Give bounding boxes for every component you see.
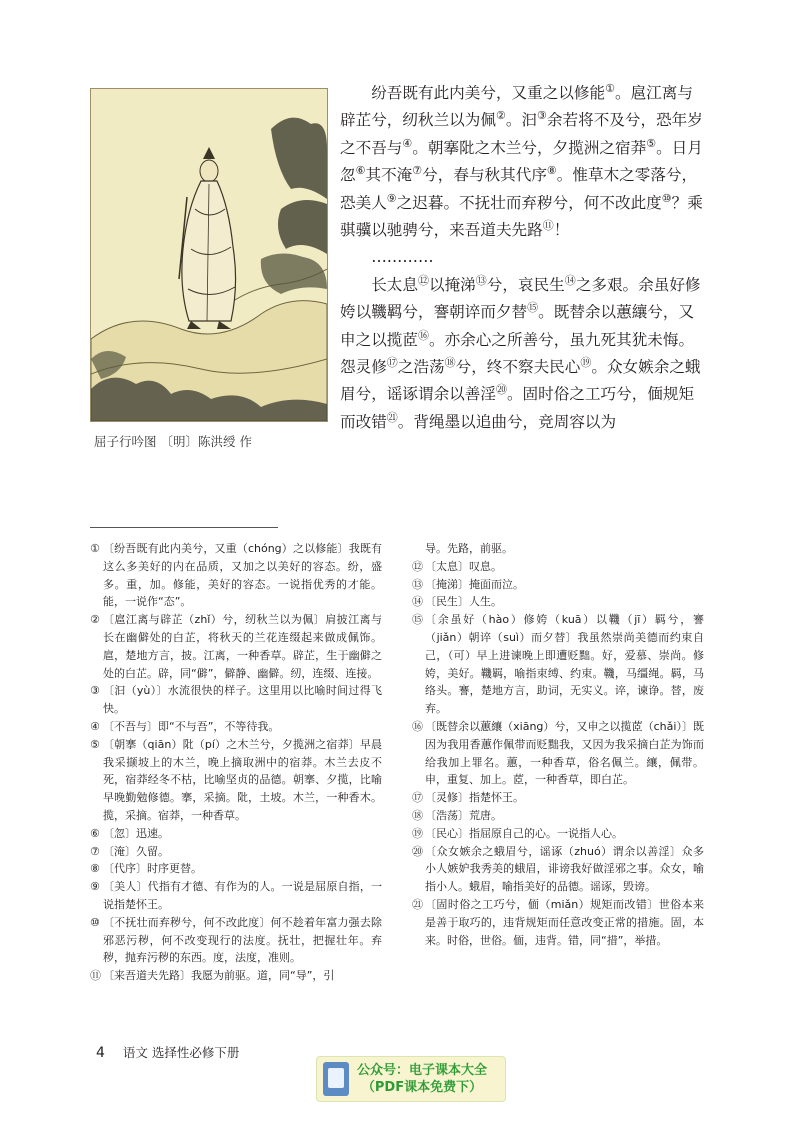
footnotes-right-column (412, 540, 704, 949)
poem-text-segment: 。众女嫉余之蛾眉兮，谣诼谓余以善淫 (340, 358, 701, 404)
footnote-item (90, 914, 382, 967)
poem-text-segment: 。朝搴阰之木兰兮，夕揽洲之宿莽 (412, 138, 647, 157)
footnote-text: 〔朝搴（qiān）阰（pí）之木兰兮，夕揽洲之宿莽〕早晨我采撷坡上的木兰，晚上摘取洲中的宿莽。木兰去皮不死，宿莽经冬不枯，比喻坚贞的品德。朝搴、夕揽，比喻早晚勤勉修德。搴，采摘。阰，土坡。木兰，一种香木。揽，采摘。宿莽，一种香草。 (103, 737, 382, 822)
footnote-marker: ⑧ (546, 164, 557, 178)
footnote-number: ㉑ (412, 897, 423, 911)
footnote-item (412, 576, 704, 594)
footnote-text: 〔忽〕迅速。 (103, 826, 169, 840)
footnote-text: 〔不吾与〕即“不与吾”，不等待我。 (103, 719, 280, 733)
footnote-number: ⑤ (90, 737, 100, 751)
footnote-text: 〔浩荡〕荒唐。 (425, 808, 502, 822)
footnote-marker: ③ (537, 109, 547, 123)
watermark-line-1: 公众号：电子课本大全 (357, 1063, 488, 1078)
poem-text-segment: 兮，哀民生 (486, 275, 565, 294)
footnote-text: 〔灵修〕指楚怀王。 (425, 791, 524, 805)
poem-text-segment: 。亦余心之所善兮，虽九死其犹未悔。怨灵修 (340, 330, 695, 377)
footnote-item (90, 825, 382, 843)
poem-text-segment: 。扈江离与辟芷兮，纫秋兰以为佩 (340, 84, 693, 130)
footnote-marker: ⑯ (417, 328, 429, 342)
footnote-item (412, 896, 704, 949)
footnote-number: ⑭ (412, 595, 423, 609)
footnote-text: 〔民生〕人生。 (425, 595, 502, 609)
footnote-item (90, 860, 382, 878)
footnote-number: ⑦ (90, 844, 100, 858)
illustration-drawing (91, 89, 327, 421)
footnote-divider (90, 527, 278, 528)
poem-text-segment: 。汩 (505, 111, 538, 130)
footnote-item (90, 843, 382, 861)
footnote-number: ⑧ (90, 862, 100, 876)
footnote-marker: ㉑ (386, 410, 398, 424)
footnote-number: ③ (90, 684, 100, 698)
footnote-text: 〔扈江离与辟芷（zhǐ）兮，纫秋兰以为佩〕肩披江离与长在幽僻处的白芷，将秋天的兰花连缀起来做成佩饰。扈，楚地方言，披。江离，一种香草。辟芷，生于幽僻之处的白芷。辟，同“僻”，僻静、幽僻。纫，连缀、连接。 (103, 613, 382, 680)
footnote-marker: ⑰ (386, 355, 398, 369)
footnote-number: ⑮ (412, 613, 423, 627)
watermark-text (357, 1062, 487, 1096)
footnote-text: 〔淹〕久留。 (103, 844, 169, 858)
footnote-marker: ⑭ (564, 273, 576, 287)
footnote-marker: ⑩ (661, 191, 672, 205)
footnote-text: 〔众女嫉余之蛾眉兮，谣诼（zhuó）谓余以善淫〕众多小人嫉妒我秀美的蛾眉，诽谤我好做淫邪之事。众女，喻指小人。蛾眉，喻指美好的品德。谣诼，毁谤。 (425, 844, 704, 894)
book-title: 语文 选择性必修下册 (122, 1045, 240, 1060)
footnote-number: ① (90, 542, 100, 555)
poem-text-segment: 。固时俗之工巧兮，偭规矩而改错 (340, 385, 695, 431)
poem-text-segment: 兮，终不察夫民心 (455, 358, 581, 377)
footnote-number: ④ (90, 719, 100, 733)
footnote-text: 〔代序〕时序更替。 (103, 862, 202, 876)
footnote-marker: ⑲ (580, 355, 592, 369)
illustration-caption: 屈子行吟图 〔明〕陈洪绶 作 (94, 434, 252, 449)
footnote-item (412, 558, 704, 576)
footnote-item (412, 807, 704, 825)
footnote-text: 〔既替余以蕙纕（xiāng）兮，又申之以揽茝（chǎi）〕既因为我用香蕙作佩带而贬黜我，又因为我采摘白芷为饰而给我加上罪名。蕙，一种香草，俗名佩兰。纕，佩带。申，重复、加上。茝，一种香草，即白芷。 (425, 719, 704, 787)
footnote-number: ⑯ (412, 719, 423, 733)
footnote-marker: ② (495, 109, 506, 123)
poem-text-segment: 之迟暮。不抚壮而弃秽兮，何不改此度 (396, 193, 662, 212)
footnote-text: 〔民心〕指屈原自己的心。一说指人心。 (425, 826, 623, 840)
poem-text-segment: 。既替余以蕙纕兮，又申之以揽茝 (340, 303, 695, 349)
footnote-item (90, 540, 382, 611)
poem-text-segment: ？乘骐骥以驰骋兮，来吾道夫先路 (340, 193, 703, 240)
footnote-number: ⑫ (412, 559, 423, 573)
footnote-marker: ④ (402, 136, 413, 150)
footnote-number: ⑬ (412, 577, 423, 591)
footnote-number: ⑪ (90, 969, 101, 983)
footnote-marker: ⑳ (495, 383, 507, 397)
footnote-item (412, 611, 704, 718)
footnote-text: 〔来吾道夫先路〕我愿为前驱。道，同“导”，引 (103, 969, 335, 983)
footnote-item (412, 843, 704, 896)
footnote-text: 〔固时俗之工巧兮，偭（miǎn）规矩而改错〕世俗本来是善于取巧的，违背规矩而任意改变正常的措施。固，本来。时俗，世俗。偭，违背。错，同“措”，举措。 (425, 897, 704, 947)
footnote-number: ⑥ (90, 826, 100, 840)
footnote-marker: ⑥ (355, 164, 366, 178)
footnote-item (90, 878, 382, 914)
footnote-number: ⑳ (412, 844, 423, 858)
poem-text-segment: 。背绳墨以追曲兮，竞周容以为 (397, 412, 617, 431)
footnote-text: 〔纷吾既有此内美兮，又重（chóng）之以修能〕我既有这么多美好的内在品质，又加之以美好的容态。纷，盛多。重，加。修能，美好的容态。一说指优秀的才能。能，一说作“态”。 (103, 542, 382, 609)
footnote-marker: ⑤ (646, 136, 657, 150)
footnote-text: 导。先路，前驱。 (425, 542, 513, 555)
footnote-item (412, 825, 704, 843)
footnote-item (90, 718, 382, 736)
footnotes-left-column (90, 540, 382, 985)
poem-ellipsis: ………… (371, 248, 434, 267)
footnote-text: 〔余虽好（hào）修姱（kuā）以鞿（jī）羁兮，謇（jiǎn）朝谇（suì）而夕替〕我虽然崇尚美德而约束自己，（可）早上进谏晚上即遭贬黜。好，爱慕、崇尚。修姱，美好。鞿羁，喻指束缚、约束。鞿，马缰绳。羁，马络头。謇，楚地方言，助词，无实义。谇，谏诤。替，废弃。 (425, 613, 704, 716)
poem-text-segment: 之浩荡 (397, 358, 445, 377)
footnote-item (412, 593, 704, 611)
footnote-number: ⑩ (90, 915, 100, 929)
footnote-text: 〔掩涕〕掩面而泣。 (425, 577, 524, 591)
book-icon (323, 1062, 349, 1096)
footnote-marker: ⑨ (386, 191, 397, 205)
poem-text-segment: 。惟草木之零落兮，恐美人 (340, 166, 698, 212)
footnote-item (90, 682, 382, 718)
footnote-text: 〔美人〕代指有才德、有作为的人。一说是屈原自指，一说指楚怀王。 (103, 880, 382, 911)
poem-text-segment: 。日月忽 (340, 138, 703, 185)
footnote-marker: ⑱ (444, 355, 456, 369)
poem-text-segment: 纷吾既有此内美兮，又重之以修能 (371, 84, 606, 102)
footnote-item (90, 967, 382, 985)
footnote-marker: ① (605, 81, 615, 95)
poem-paragraph-2 (340, 272, 706, 436)
poem-excerpt (340, 80, 706, 436)
page-footer (96, 1043, 239, 1061)
footnote-number: ⑲ (412, 826, 423, 840)
watermark-line-2: （PDF课本免费下） (361, 1080, 483, 1095)
footnote-number: ⑨ (90, 880, 100, 894)
footnote-number: ⑰ (412, 791, 423, 805)
poem-paragraph-1 (340, 80, 706, 244)
footnote-marker: ⑦ (412, 164, 423, 178)
footnote-text: 〔不抚壮而弃秽兮，何不改此度〕何不趁着年富力强去除邪恶污秽，何不改变现行的法度。抚壮，把握壮年。弃秽，抛弃污秽的东西。度，法度，准则。 (103, 915, 382, 965)
footnote-number: ⑱ (412, 808, 423, 822)
footnote-text: 〔太息〕叹息。 (425, 559, 502, 573)
footnote-item (90, 611, 382, 682)
page-number: 4 (96, 1045, 105, 1061)
footnote-text: 〔汩（yù）〕水流很快的样子。这里用以比喻时间过得飞快。 (103, 684, 382, 716)
poem-text-segment: 其不淹 (365, 166, 413, 185)
footnote-marker: ⑪ (542, 218, 554, 232)
footnote-marker: ⑮ (527, 301, 539, 315)
poem-text-segment: 兮，春与秋其代序 (422, 166, 547, 185)
poem-text-segment: 余若将不及兮，恐年岁之不吾与 (340, 111, 703, 157)
poem-text-segment: 长太息 (371, 275, 418, 294)
footnote-number: ② (90, 613, 100, 627)
footnote-item (412, 540, 704, 558)
illustration-qu-yuan (90, 88, 328, 422)
footnote-item (90, 736, 382, 825)
poem-text-segment: ！ (553, 221, 570, 240)
footnote-item (412, 789, 704, 807)
poem-text-segment: 以掩涕 (428, 275, 476, 294)
footnote-item (412, 718, 704, 789)
watermark-badge (316, 1056, 506, 1102)
footnote-marker: ⑬ (475, 273, 487, 287)
poem-text-segment: 之多艰。余虽好修姱以鞿羁兮，謇朝谇而夕替 (340, 275, 701, 322)
footnote-marker: ⑫ (417, 273, 429, 287)
